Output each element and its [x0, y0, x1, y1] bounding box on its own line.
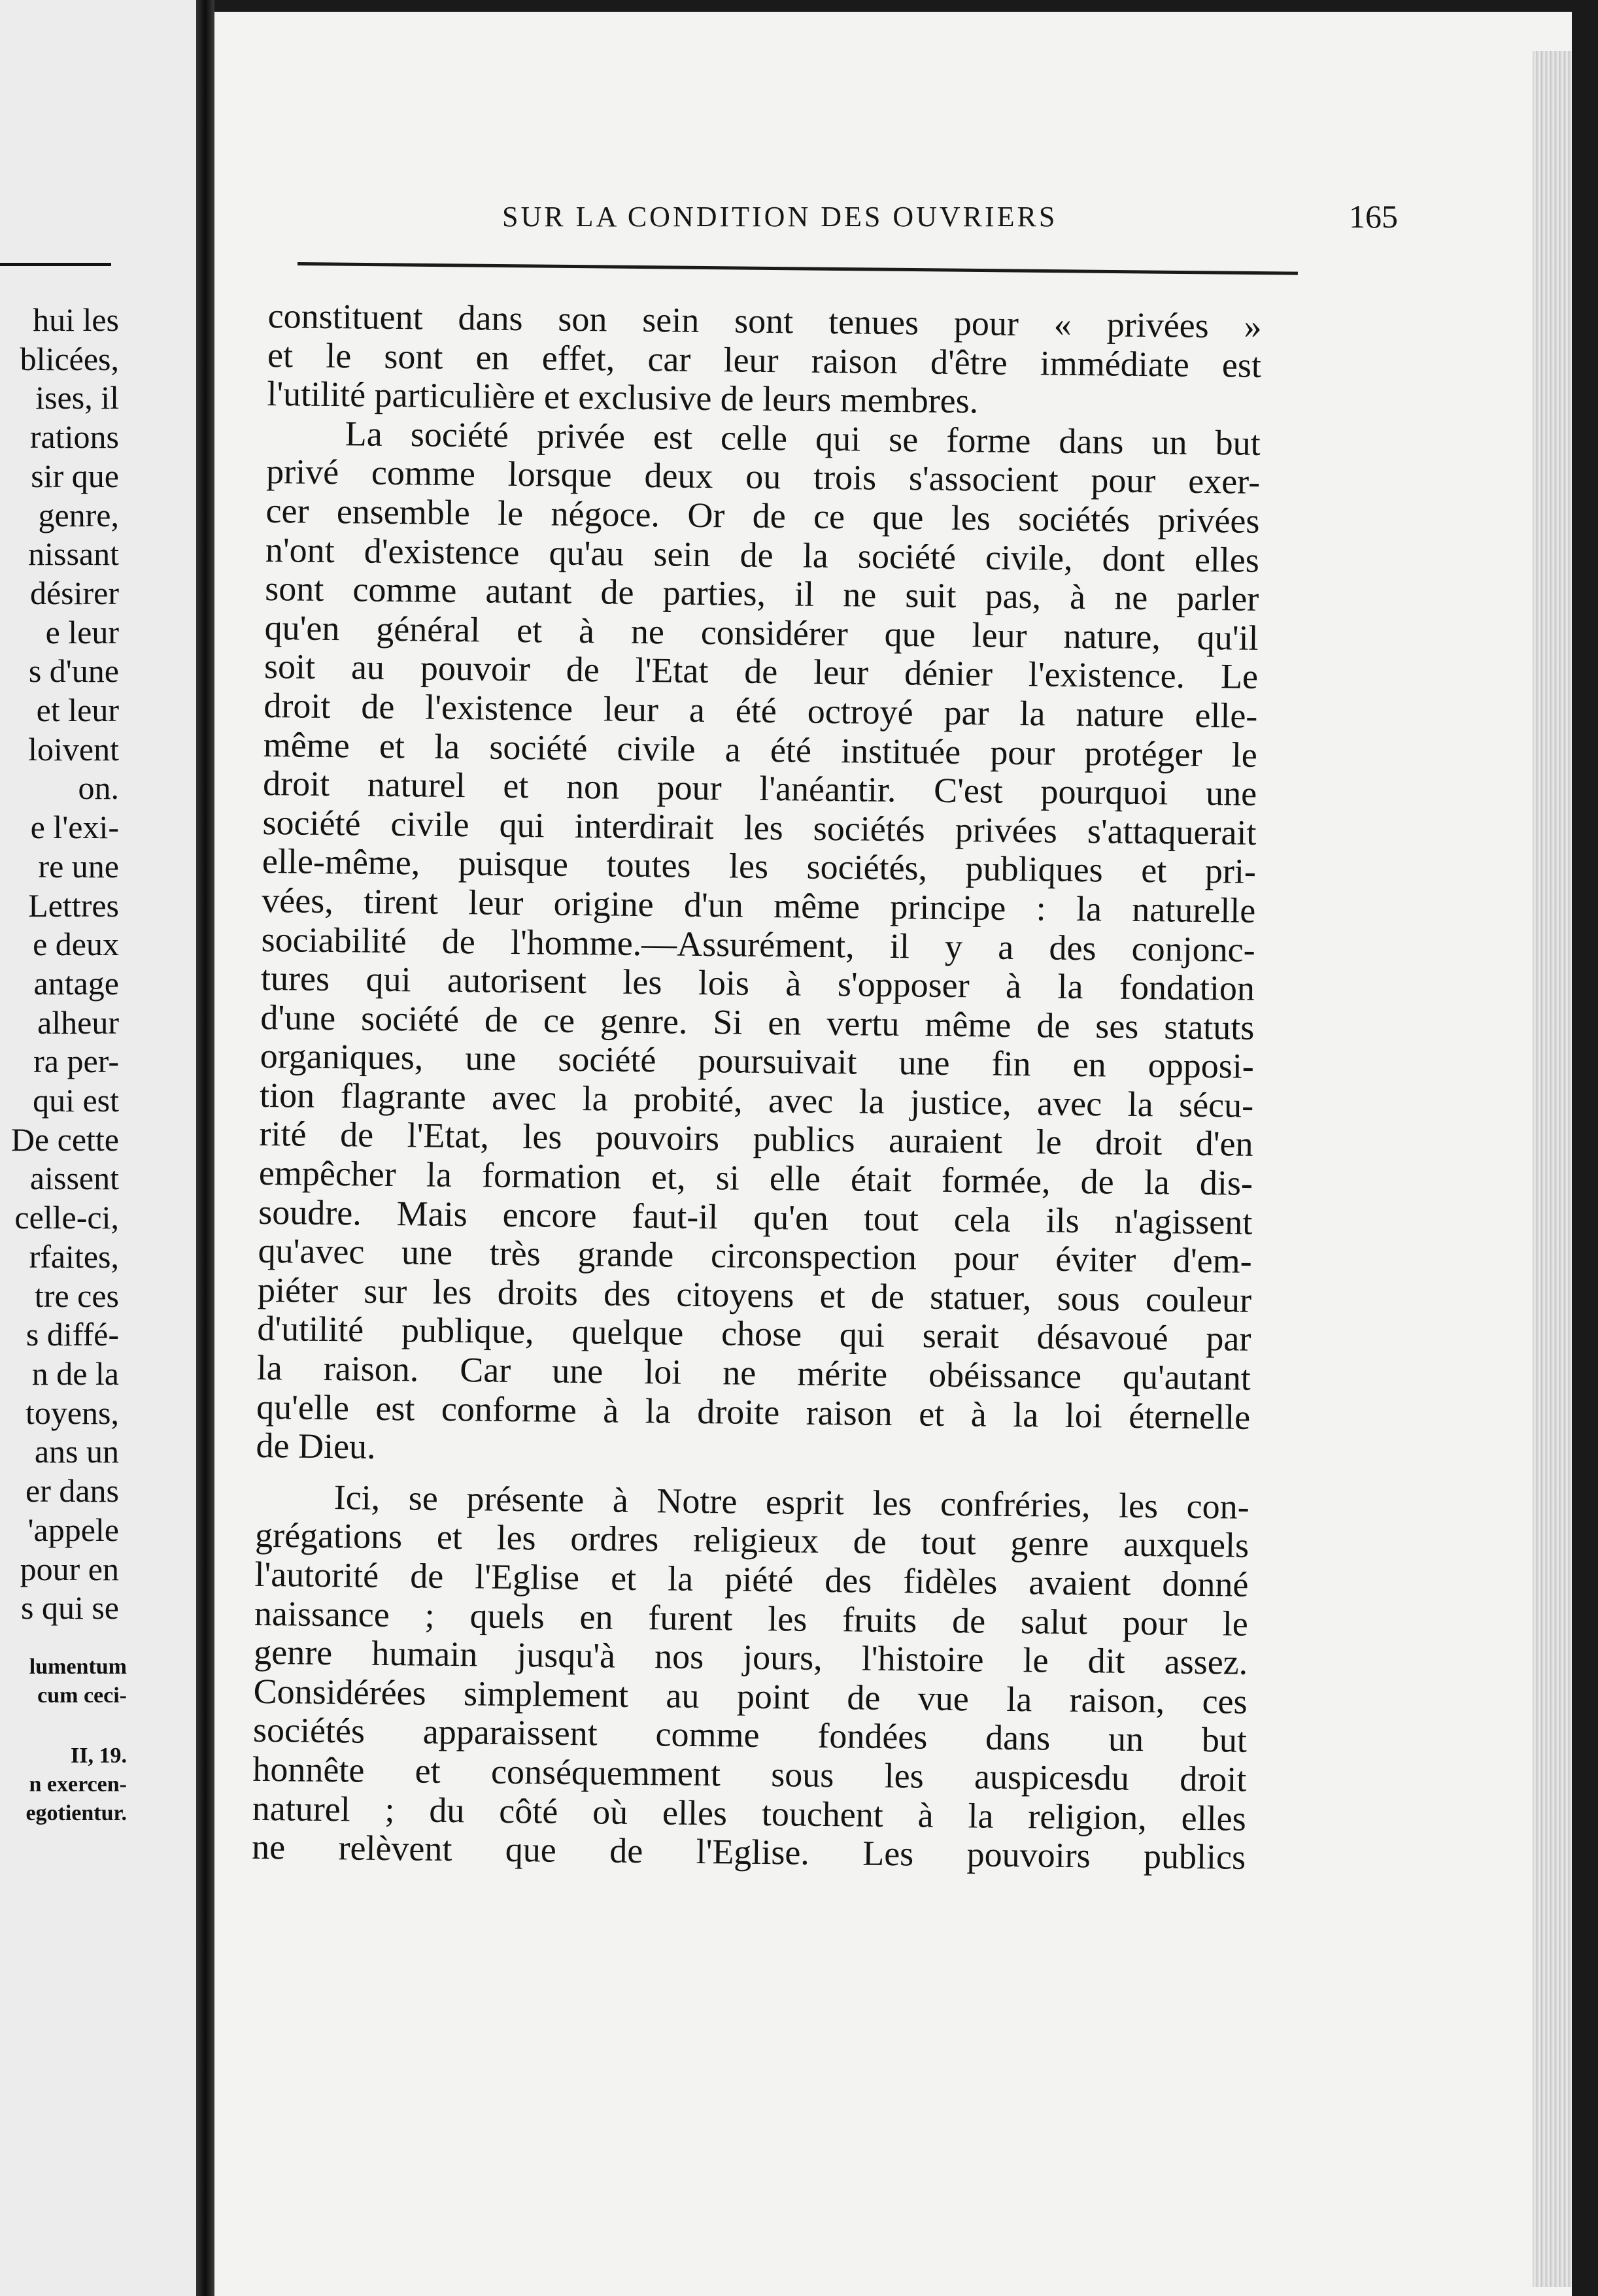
text-line: constituent dans son sein sont tenues pour « privées »	[267, 296, 1262, 346]
previous-page-rule	[0, 263, 111, 266]
text-line: aissent	[29, 1160, 119, 1197]
text-line: hui les	[33, 301, 119, 338]
text-line: droit naturel et non pour l'anéantir. C'est pourquoi une	[262, 764, 1257, 813]
text-line: sir que	[31, 457, 119, 494]
previous-page-text	[0, 301, 119, 1628]
footnote-line: II, 19.	[71, 1744, 127, 1768]
text-line: organiques, une société poursuivait une fin en opposi-	[260, 1036, 1255, 1087]
text-line: antage	[33, 964, 119, 1002]
text-line: tion flagrante avec la probité, avec la justice, avec la sécu-	[259, 1075, 1254, 1125]
text-line: De cette	[10, 1121, 119, 1158]
footnote-line: lumentum	[29, 1655, 127, 1679]
text-line: rité de l'Etat, les pouvoirs publics auraient le droit d'en	[259, 1114, 1253, 1164]
text-line: ises, il	[35, 379, 119, 416]
running-title: SUR LA CONDITION DES OUVRIERS	[502, 201, 1058, 233]
text-line: et le sont en effet, car leur raison d'être immédiate est	[267, 335, 1262, 385]
text-line: elle-même, puisque toutes les sociétés, publiques et pri-	[262, 841, 1257, 892]
text-line: empêcher la formation et, si elle était formée, de la dis-	[258, 1153, 1253, 1203]
text-line: on.	[78, 769, 119, 807]
text-line: 'appele	[27, 1511, 119, 1548]
text-line: sociabilité de l'homme.—Assurément, il y a des conjonc-	[261, 919, 1255, 970]
text-line: même et la société civile a été instituée pour protéger le	[263, 724, 1258, 775]
text-line: naissance ; quels en furent les fruits de salut pour le	[254, 1593, 1249, 1644]
text-line: l'utilité particulière et exclusive de leurs membres.	[267, 374, 979, 421]
text-line: e deux	[33, 926, 119, 963]
text-line: soudre. Mais encore faut-il qu'en tout cela ils n'agissent	[258, 1192, 1253, 1242]
text-line: ra per-	[33, 1043, 119, 1080]
text-line: d'utilité publique, quelque chose qui serait désavoué par	[257, 1309, 1251, 1359]
text-line: piéter sur les droits des citoyens et de statuer, sous couleur	[257, 1270, 1252, 1320]
text-line: nissant	[28, 535, 119, 573]
text-line: ne relèvent que de l'Eglise. Les pouvoirs publics	[251, 1827, 1246, 1877]
footnote-line: n exercen-	[29, 1772, 127, 1797]
text-line: d'une société de ce genre. Si en vertu même de ses statuts	[260, 997, 1255, 1047]
previous-page	[0, 0, 196, 2296]
text-line: n de la	[31, 1355, 119, 1392]
text-line: s diffé-	[26, 1316, 119, 1353]
running-header	[502, 187, 1457, 246]
page-edges	[1533, 51, 1572, 2287]
text-line: tre ces	[34, 1277, 119, 1314]
footnote-line: cum ceci-	[37, 1683, 127, 1708]
text-line: vées, tirent leur origine d'un même principe : la naturelle	[262, 880, 1256, 930]
text-line: toyens,	[25, 1394, 119, 1431]
text-line: re une	[38, 847, 119, 885]
text-line: sociétés apparaissent comme fondées dans un but	[252, 1710, 1248, 1761]
text-line: qui est	[33, 1082, 119, 1119]
text-line: er dans	[26, 1472, 119, 1510]
text-line: loivent	[28, 730, 119, 768]
text-line: Lettres	[28, 886, 119, 924]
text-line: e leur	[45, 613, 119, 650]
text-line: Ici, se présente à Notre esprit les confréries, les con-	[333, 1477, 1250, 1527]
text-line: de Dieu.	[256, 1426, 376, 1467]
current-page	[214, 12, 1572, 2296]
text-line: pour en	[20, 1550, 119, 1587]
paragraph	[267, 297, 1262, 424]
paragraph	[256, 414, 1261, 1476]
text-line: cer ensemble le négoce. Or de ce que les sociétés privées	[265, 490, 1260, 541]
text-line: société civile qui interdirait les sociétés privées s'attaquerait	[262, 802, 1257, 853]
text-line: rations	[29, 418, 119, 456]
text-line: e l'exi-	[30, 809, 119, 846]
text-line: soit au pouvoir de l'Etat de leur dénier l'existence. Le	[264, 647, 1259, 697]
text-line: privé comme lorsque deux ou trois s'associent pour exer-	[265, 452, 1261, 502]
text-line: sont comme autant de parties, il ne suit pas, à ne parler	[265, 569, 1259, 619]
header-rule	[298, 262, 1298, 275]
text-line: celle-ci,	[14, 1199, 119, 1236]
text-line: la raison. Car une loi ne mérite obéissance qu'autant	[256, 1347, 1251, 1398]
text-line: alheur	[37, 1004, 119, 1041]
text-line: et leur	[36, 692, 119, 729]
previous-page-footnotes	[0, 1653, 127, 1828]
text-line: qu'avec une très grande circonspection pour éviter d'em-	[258, 1231, 1252, 1281]
text-line: genre,	[38, 496, 119, 533]
text-line: honnête et conséquemment sous les auspicesdu droit	[252, 1749, 1247, 1799]
body-text	[252, 297, 1262, 1878]
text-line: droit de l'existence leur a été octroyé par la nature elle-	[264, 685, 1258, 735]
text-line: s qui se	[21, 1589, 119, 1627]
text-line: La société privée est celle qui se forme dans un but	[345, 414, 1261, 463]
text-line: grégations et les ordres religieux de tout genre auxquels	[254, 1515, 1250, 1566]
book-gutter	[196, 0, 214, 2296]
text-line: naturel ; du côté où elles touchent à la religion, elles	[252, 1788, 1247, 1838]
text-line: désirer	[29, 574, 119, 611]
text-line: qu'elle est conforme à la droite raison et à la loi éternelle	[256, 1387, 1251, 1437]
text-line: rfaites,	[29, 1238, 119, 1275]
text-line: qu'en général et à ne considérer que leur nature, qu'il	[264, 607, 1259, 658]
text-line: Considérées simplement au point de vue la raison, ces	[253, 1671, 1248, 1721]
footnote-line: egotientur.	[26, 1801, 127, 1825]
text-line: l'autorité de l'Eglise et la piété des fidèles avaient donné	[254, 1554, 1249, 1604]
text-line: s d'une	[28, 652, 119, 690]
paragraph	[252, 1477, 1250, 1878]
text-line: tures qui autorisent les lois à s'opposer à la fondation	[260, 958, 1255, 1008]
text-line: ans un	[34, 1433, 119, 1470]
text-line: blicées,	[20, 340, 119, 377]
text-line: n'ont d'existence qu'au sein de la société civile, dont elles	[265, 530, 1260, 580]
page-number: 165	[1349, 198, 1398, 235]
text-line: genre humain jusqu'à nos jours, l'histoire le dit assez.	[253, 1632, 1248, 1682]
